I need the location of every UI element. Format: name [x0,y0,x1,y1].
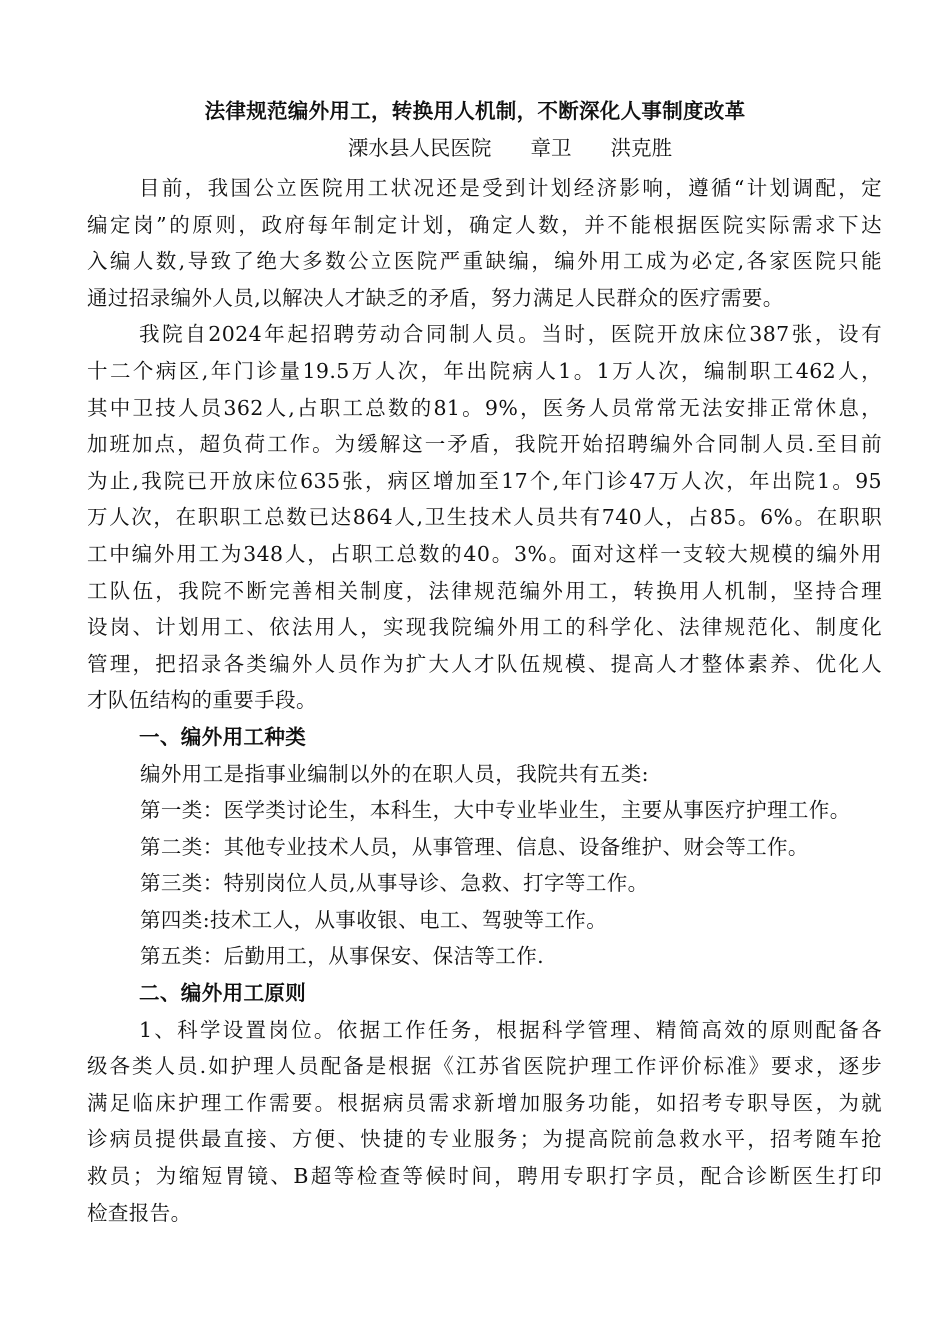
paragraph-1-line-1: 目前，我国公立医院用工状况还是受到计划经济影响，遵循“计划调配，定 [139,176,882,200]
section-2-line-6: 检查报告。 [87,1200,192,1225]
paragraph-2-line-11: 才队伍结构的重要手段。 [87,688,317,713]
section-1-item-2: 第二类：其他专业技术人员，从事管理、信息、设备维护、财会等工作。 [140,834,809,859]
section-2-line-2: 级各类人员.如护理人员配备是根据《江苏省医院护理工作评价标准》要求，逐步 [87,1054,882,1079]
section-2-heading: 二、编外用工原则 [139,981,307,1006]
paragraph-2-line-10: 管理，把招录各类编外人员作为扩大人才队伍规模、提高人才整体素养、优化人 [87,651,882,676]
paragraph-2-line-1: 我院自2024年起招聘劳动合同制人员。当时，医院开放床位387张，设有 [139,322,882,347]
paragraph-2-line-5: 为止,我院已开放床位635张，病区增加至17个,年门诊47万人次，年出院1。95 [87,468,882,493]
section-2-line-1: 1、科学设置岗位。依据工作任务，根据科学管理、精简高效的原则配备各 [139,1017,882,1042]
section-2-line-5: 救员；为缩短胃镜、B超等检查等候时间，聘用专职打字员，配合诊断医生打印 [87,1164,882,1189]
paragraph-2-line-8: 工队伍，我院不断完善相关制度，法律规范编外用工，转换用人机制，坚持合理 [87,578,882,603]
section-1-item-4: 第四类:技术工人，从事收银、电工、驾驶等工作。 [140,907,608,932]
paragraph-1-line-2: 编定岗”的原则，政府每年制定计划，确定人数，并不能根据医院实际需求下达 [87,212,882,237]
section-1-item-1: 第一类：医学类讨论生，本科生，大中专业毕业生，主要从事医疗护理工作。 [140,798,851,823]
section-1-intro: 编外用工是指事业编制以外的在职人员，我院共有五类: [140,761,649,786]
section-1-item-5: 第五类：后勤用工，从事保安、保洁等工作. [140,944,545,969]
paragraph-2-line-2: 十二个病区,年门诊量19.5万人次，年出院病人1。1万人次，编制职工462人， [87,358,882,383]
paragraph-2-line-9: 设岗、计划用工、依法用人，实现我院编外用工的科学化、法律规范化、制度化 [87,615,882,640]
paragraph-2-line-4: 加班加点，超负荷工作。为缓解这一矛盾，我院开始招聘编外合同制人员.至目前 [87,432,882,457]
section-2-line-4: 诊病员提供最直接、方便、快捷的专业服务；为提高院前急救水平，招考随车抢 [87,1127,882,1152]
section-1-item-3: 第三类：特别岗位人员,从事导诊、急救、打字等工作。 [140,871,649,896]
paragraph-2-line-3: 其中卫技人员362人,占职工总数的81。9%，医务人员常常无法安排正常休息， [87,395,882,420]
section-2-line-3: 满足临床护理工作需要。根据病员需求新增加服务功能，如招考专职导医，为就 [87,1090,882,1115]
document-title: 法律规范编外用工，转换用人机制，不断深化人事制度改革 [204,99,746,123]
document-body [87,170,882,1231]
paragraph-1-line-4: 通过招录编外人员,以解决人才缺乏的矛盾，努力满足人民群众的医疗需要。 [87,285,784,310]
paragraph-2-line-6: 万人次，在职职工总数已达864人,卫生技术人员共有740人，占85。6%。在职职 [87,505,882,530]
paragraph-2-line-7: 工中编外用工为348人，占职工总数的40。3%。面对这样一支较大规模的编外用 [87,541,882,566]
paragraph-1-line-3: 入编人数,导致了绝大多数公立医院严重缺编，编外用工成为必定,各家医院只能 [87,249,882,274]
section-1-heading: 一、编外用工种类 [139,724,307,749]
author-byline: 溧水县人民医院 章卫 洪克胜 [347,136,673,160]
